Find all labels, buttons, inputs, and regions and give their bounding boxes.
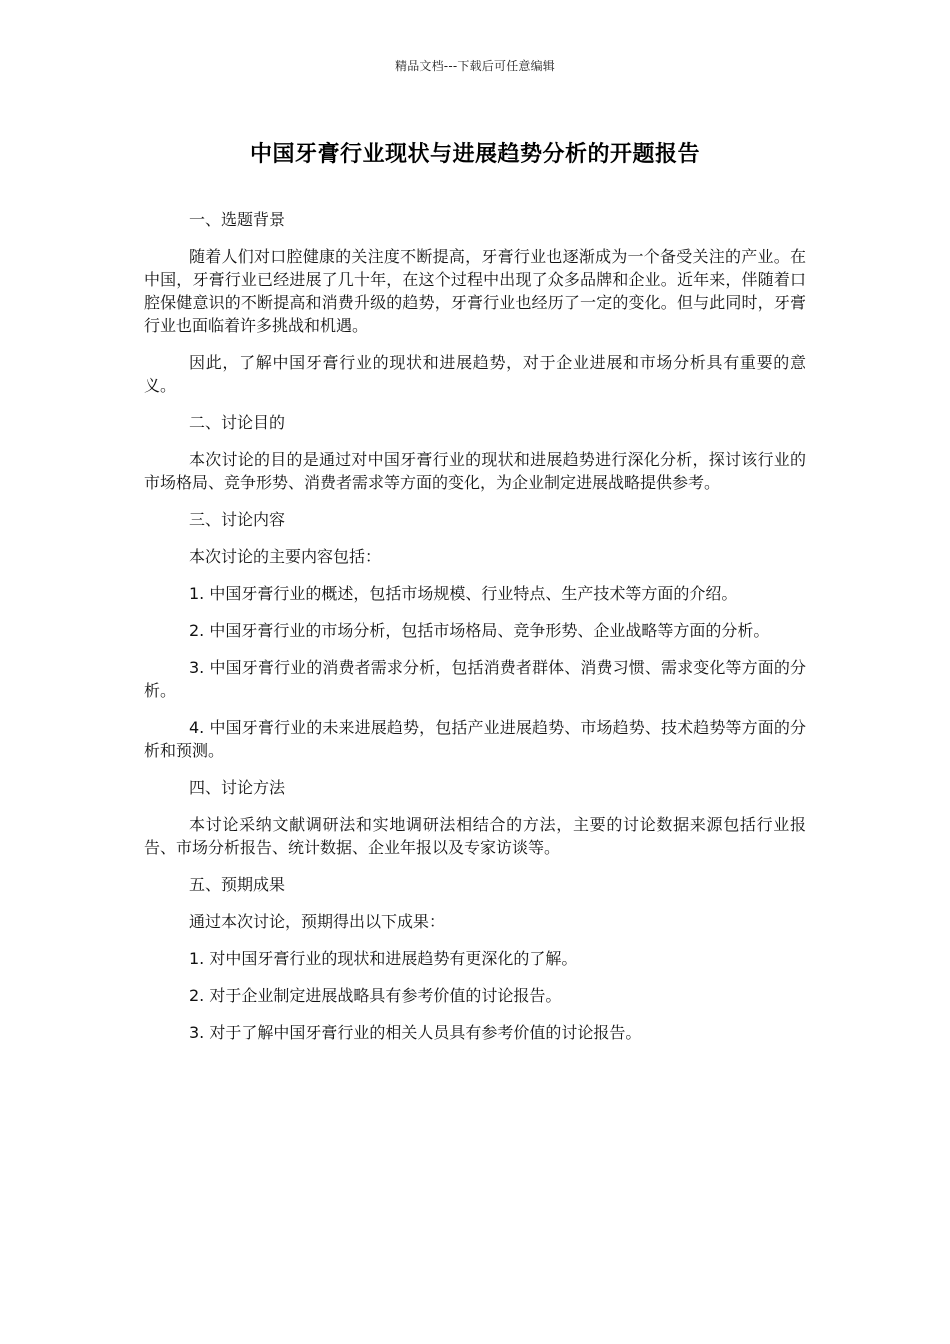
method-paragraph: 本讨论采纳文献调研法和实地调研法相结合的方法，主要的讨论数据来源包括行业报告、市场分析报告、统计数据、企业年报以及专家访谈等。 — [144, 815, 806, 857]
document-body — [144, 208, 806, 1058]
content-item-2: 2. 中国牙膏行业的市场分析，包括市场格局、竞争形势、企业战略等方面的分析。 — [189, 621, 770, 640]
section-heading-content: 三、讨论内容 — [189, 510, 286, 529]
results-item-2: 2. 对于企业制定进展战略具有参考价值的讨论报告。 — [189, 986, 562, 1005]
results-intro: 通过本次讨论，预期得出以下成果： — [189, 912, 446, 931]
section-heading-purpose: 二、讨论目的 — [189, 413, 286, 432]
background-paragraph-2: 因此，了解中国牙膏行业的现状和进展趋势，对于企业进展和市场分析具有重要的意义。 — [144, 353, 806, 395]
purpose-paragraph: 本次讨论的目的是通过对中国牙膏行业的现状和进展趋势进行深化分析，探讨该行业的市场格局、竞争形势、消费者需求等方面的变化，为企业制定进展战略提供参考。 — [144, 450, 806, 492]
content-intro: 本次讨论的主要内容包括： — [189, 547, 382, 566]
section-heading-results: 五、预期成果 — [189, 875, 286, 894]
results-item-3: 3. 对于了解中国牙膏行业的相关人员具有参考价值的讨论报告。 — [189, 1023, 642, 1042]
content-item-3: 3. 中国牙膏行业的消费者需求分析，包括消费者群体、消费习惯、需求变化等方面的分析。 — [144, 658, 806, 700]
content-item-1: 1. 中国牙膏行业的概述，包括市场规模、行业特点、生产技术等方面的介绍。 — [189, 584, 738, 603]
background-paragraph-1: 随着人们对口腔健康的关注度不断提高，牙膏行业也逐渐成为一个备受关注的产业。在中国，牙膏行业已经进展了几十年，在这个过程中出现了众多品牌和企业。近年来，伴随着口腔保健意识的不断提高和消费升级的趋势，牙膏行业也经历了一定的变化。但与此同时，牙膏行业也面临着许多挑战和机遇。 — [144, 247, 806, 335]
content-item-4: 4. 中国牙膏行业的未来进展趋势，包括产业进展趋势、市场趋势、技术趋势等方面的分析和预测。 — [144, 718, 806, 760]
section-heading-background: 一、选题背景 — [189, 210, 286, 229]
header-note: 精品文档---下载后可任意编辑 — [395, 59, 555, 73]
document-title: 中国牙膏行业现状与进展趋势分析的开题报告 — [249, 142, 700, 167]
results-item-1: 1. 对中国牙膏行业的现状和进展趋势有更深化的了解。 — [189, 949, 578, 968]
section-heading-method: 四、讨论方法 — [189, 778, 286, 797]
